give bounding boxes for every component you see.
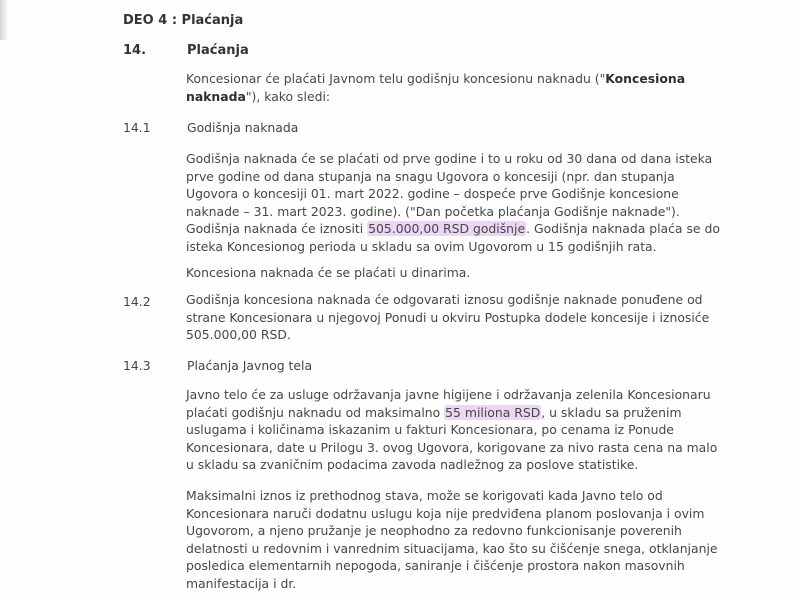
text-line: Godišnja naknada će iznositi 505.000,00 RSD godišnje. Godišnja naknada plaća se do [186, 221, 720, 237]
highlighted-amount: 55 miliona RSD [445, 404, 541, 420]
intro-line-1: Koncesionar će plaćati Javnom telu godišnju koncesionu naknadu ("Koncesiona [186, 71, 686, 86]
defined-term: Koncesiona [605, 71, 686, 86]
subsection-number-14-2: 14.2 [123, 294, 151, 309]
text-line: 505.000,00 RSD. [186, 327, 291, 343]
text-line: uslugama i količinama iskazanim u fakturi Koncesionara, po cenama iz Ponude [186, 422, 674, 438]
highlighted-amount: 505.000,00 RSD godišnje [368, 221, 526, 237]
subsection-14-2-paragraph [186, 291, 710, 344]
text-line: naknade – 31. mart 2023. godine). ("Dan početka plaćanja Godišnje naknade"). [186, 203, 680, 219]
text-line: Koncesiona naknada će se plaćati u dinarima. [186, 265, 471, 280]
article-number: 14. [123, 43, 147, 58]
subsection-title-14-1: Godišnja naknada [187, 120, 299, 135]
subsection-number-14-1: 14.1 [123, 120, 151, 135]
text-line: plaćati godišnju naknadu od maksimalno 55 miliona RSD, u skladu sa pruženim [186, 404, 682, 420]
text-line: isteka Koncesionog perioda u skladu sa ovim Ugovorom u 15 godišnjih rata. [186, 238, 657, 254]
text-line: prve godine od dana stupanja na snagu Ugovora o koncesiji (npr. dan stupanja [186, 168, 675, 184]
text-line: Koncesionara naruči dodatnu uslugu koja nije predviđena planom poslovanja i ovim [186, 505, 705, 521]
subsection-14-3-paragraph-2 [186, 487, 718, 593]
text-line: Maksimalni iznos iz prethodnog stava, može se korigovati kada Javno telo od [186, 488, 663, 503]
subsection-14-3-paragraph-1 [186, 386, 718, 474]
intro-line-2: naknada"), kako sledi: [186, 88, 331, 104]
text-line: Koncesionara, date u Prilogu 3. ovog Ugovora, korigovane za nivo rasta cena na malo [186, 439, 718, 455]
text-line: Ugovora o koncesiji 01. mart 2022. godine – dospeće prve Godišnje koncesione [186, 186, 679, 202]
text-line: strane Koncesionara u njegovoj Ponudi u okviru Postupka dodele koncesije i iznosiće [186, 309, 710, 325]
text-line: Javno telo će za usluge održavanja javne higijene i održavanja zelenila Koncesionaru [186, 387, 711, 402]
defined-term-cont: naknada [186, 88, 246, 104]
scan-shadow [0, 0, 8, 40]
subsection-title-14-3: Plaćanja Javnog tela [187, 358, 313, 373]
text-line: Ugovorom, a njeno pružanje je neophodno za redovno funkcionisanje poverenih [186, 523, 682, 539]
text-line: Godišnja koncesiona naknada će odgovarati iznosu godišnje naknade ponuđene od [186, 292, 703, 307]
text-line: manifestacija i dr. [186, 575, 297, 591]
subsection-number-14-3: 14.3 [123, 358, 151, 373]
subsection-14-1-paragraph-1 [186, 150, 720, 256]
article-intro [186, 70, 686, 105]
subsection-14-1-paragraph-2 [186, 264, 646, 282]
text-line: u skladu sa zvaničnim podacima zavoda nadležnog za poslove statistike. [186, 457, 639, 473]
text-line: delatnosti u redovnim i vanrednim situacijama, kao što su čišćenje snega, otklanjanje [186, 540, 718, 556]
section-heading: DEO 4 : Plaćanja [123, 13, 244, 28]
article-title: Plaćanja [187, 43, 249, 58]
text-line: Godišnja naknada će se plaćati od prve godine i to u roku od 30 dana od dana isteka [186, 151, 713, 166]
text-line: posledica elementarnih nepogoda, saniranje i čišćenje prostora nakon masovnih [186, 558, 685, 574]
